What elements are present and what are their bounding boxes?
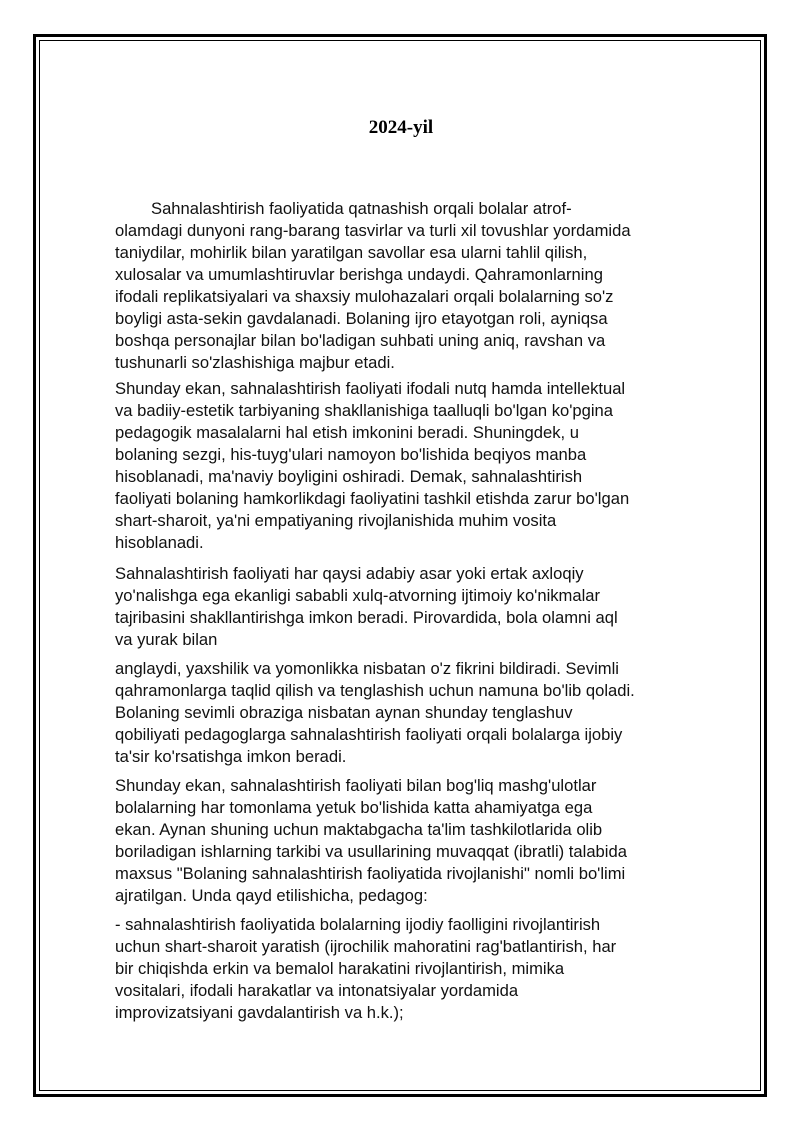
document-title: 2024-yil (368, 117, 434, 138)
text-line: olamdagi dunyoni rang-barang tasvirlar va turli xil tovushlar yordamida (115, 221, 631, 240)
text-line: tushunarli so'zlashishiga majbur etadi. (115, 353, 395, 372)
text-line: boyligi asta-sekin gavdalanadi. Bolaning ijro etayotgan roli, ayniqsa (115, 309, 608, 328)
text-line: ajratilgan. Unda qayd etilishicha, pedagog: (115, 886, 428, 905)
text-line: ekan. Aynan shuning uchun maktabgacha ta'lim tashkilotlarida olib (115, 820, 603, 839)
text-line: Shunday ekan, sahnalashtirish faoliyati bilan bog'liq mashg'ulotlar (115, 776, 597, 795)
text-line: ifodali replikatsiyalari va shaxsiy mulohazalari orqali bolalarning so'z (115, 287, 614, 306)
text-line: boriladigan ishlarning tarkibi va usullarining muvaqqat (ibratli) talabida (115, 842, 627, 861)
text-line: maxsus "Bolaning sahnalashtirish faoliyatida rivojlanishi" nomli bo'limi (115, 864, 626, 883)
text-line: va yurak bilan (115, 630, 218, 649)
text-line: ta'sir ko'rsatishga imkon beradi. (115, 747, 347, 766)
text-line: hisoblanadi, ma'naviy boyligini oshiradi. Demak, sahnalashtirish (115, 467, 583, 486)
text-line: tajribasini shakllantirishga imkon beradi. Pirovardida, bola olamni aql (115, 608, 618, 627)
text-line: - sahnalashtirish faoliyatida bolalarning ijodiy faolligini rivojlantirish (115, 915, 601, 934)
text-line: vositalari, ifodali harakatlar va intonatsiyalar yordamida (115, 981, 519, 1000)
text-line: anglaydi, yaxshilik va yomonlikka nisbatan o'z fikrini bildiradi. Sevimli (115, 659, 619, 678)
text-line: uchun shart-sharoit yaratish (ijrochilik mahoratini rag'batlantirish, har (115, 937, 617, 956)
text-line: Shunday ekan, sahnalashtirish faoliyati ifodali nutq hamda intellektual (115, 379, 626, 398)
text-line: improvizatsiyani gavdalantirish va h.k.); (115, 1003, 404, 1022)
text-line: Bolaning sevimli obraziga nisbatan aynan shunday tenglashuv (115, 703, 573, 722)
paragraph-2 (115, 378, 715, 554)
text-line: shart-sharoit, ya'ni empatiyaning rivojlanishida muhim vosita (115, 511, 557, 530)
text-line: boshqa personajlar bilan bo'ladigan suhbati uning aniq, ravshan va (115, 331, 606, 350)
paragraph-1 (115, 198, 715, 374)
text-line: hisoblanadi. (115, 533, 204, 552)
text-line: bolaning sezgi, his-tuyg'ulari namoyon bo'lishida beqiyos manba (115, 445, 587, 464)
text-line: faoliyati bolaning hamkorlikdagi faoliyatini tashkil etishda zarur bo'lgan (115, 489, 630, 508)
text-line: taniydilar, mohirlik bilan yaratilgan savollar esa ularni tahlil qilish, (115, 243, 588, 262)
text-line: pedagogik masalalarni hal etish imkonini beradi. Shuningdek, u (115, 423, 579, 442)
paragraph-5 (115, 775, 715, 907)
text-line: va badiiy-estetik tarbiyaning shakllanishiga taalluqli bo'lgan ko'pgina (115, 401, 614, 420)
text-line: Sahnalashtirish faoliyatida qatnashish orqali bolalar atrof- (151, 199, 572, 218)
paragraph-3 (115, 563, 715, 651)
text-line: bir chiqishda erkin va bemalol harakatini rivojlantirish, mimika (115, 959, 565, 978)
text-line: yo'nalishga ega ekanligi sababli xulq-atvorning ijtimoiy ko'nikmalar (115, 586, 601, 605)
paragraph-4 (115, 658, 715, 768)
text-line: qobiliyati pedagoglarga sahnalashtirish faoliyati orqali bolalarga ijobiy (115, 725, 623, 744)
text-line: qahramonlarga taqlid qilish va tenglashish uchun namuna bo'lib qoladi. (115, 681, 635, 700)
text-line: Sahnalashtirish faoliyati har qaysi adabiy asar yoki ertak axloqiy (115, 564, 584, 583)
text-line: bolalarning har tomonlama yetuk bo'lishida katta ahamiyatga ega (115, 798, 593, 817)
text-line: xulosalar va umumlashtiruvlar berishga undaydi. Qahramonlarning (115, 265, 603, 284)
paragraph-6 (115, 914, 715, 1024)
